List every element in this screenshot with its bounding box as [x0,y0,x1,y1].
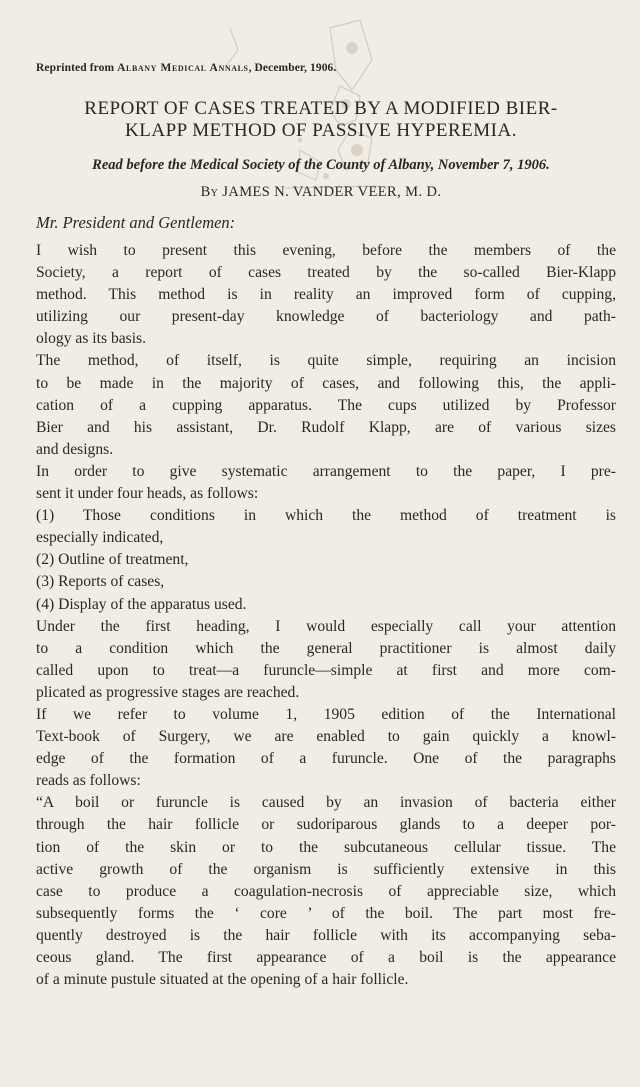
text-line: reads as follows: [36,772,141,790]
text-line: edge of the formation of a furuncle. One of the paragraphs [36,750,616,768]
text-line: especially indicated, [36,529,164,547]
salutation: Mr. President and Gentlemen: [36,213,236,232]
text-line: The method, of itself, is quite simple, requiring an incision [36,352,616,370]
text-line: quently destroyed is the hair follicle with its accompanying seba- [36,926,616,944]
reprint-source: Albany Medical Annals [117,62,249,74]
text-line: Text-book of Surgery, we are enabled to gain quickly a knowl- [36,728,616,746]
text-line: case to produce a coagulation-necrosis of appreciable size, which [36,882,616,900]
read-before-line: Read before the Medical Society of the County of Albany, November 7, 1906. [92,157,550,173]
reprint-prefix: Reprinted from [36,62,118,74]
text-line: ceous gland. The first appearance of a boil is the appearance [36,949,616,966]
text-line: active growth of the organism is sufficiently extensive in this [36,860,616,878]
text-line: Bier and his assistant, Dr. Rudolf Klapp, are of various sizes [36,418,616,436]
text-line: (1) Those conditions in which the method of treatment is [36,507,616,525]
reprint-notice [36,62,336,74]
text-line: tion of the skin or to the subcutaneous cellular tissue. The [36,838,616,856]
text-line: to be made in the majority of cases, and following this, the appli- [36,374,616,392]
text-line: to a condition which the general practitioner is almost daily [36,639,616,657]
text-line: In order to give systematic arrangement to the paper, I pre- [36,462,616,480]
text-line: I wish to present this evening, before the members of the [36,242,616,259]
reprint-suffix: , December, 1906. [248,62,337,74]
text-line: (2) Outline of treatment, [36,551,189,569]
text-line: (3) Reports of cases, [36,573,165,591]
text-line: method. This method is in reality an improved form of cupping, [36,286,616,304]
text-line: and designs. [36,440,114,458]
title-line-1: REPORT OF CASES TREATED BY A MODIFIED BIER- [84,98,558,119]
text-line: Society, a report of cases treated by the so-called Bier-Klapp [36,264,616,282]
text-line: of a minute pustule situated at the opening of a hair follicle. [36,971,409,989]
text-line: utilizing our present-day knowledge of bacteriology and path- [36,308,616,326]
text-line: called upon to treat—a furuncle—simple at first and more com- [36,661,616,679]
body-text [36,240,616,991]
text-line: through the hair follicle or sudoriparous glands to a deeper por- [36,816,616,834]
text-line: (4) Display of the apparatus used. [36,595,247,613]
text-line: cation of a cupping apparatus. The cups utilized by Professor [36,396,616,414]
text-line: plicated as progressive stages are reached. [36,683,300,701]
text-line: “A boil or furuncle is caused by an invasion of bacteria either [36,794,616,812]
text-line: If we refer to volume 1, 1905 edition of the International [36,705,616,723]
text-line: ology as its basis. [36,330,147,348]
by-word: By [200,184,219,200]
author-name: JAMES N. VANDER VEER, M. D. [218,184,442,200]
text-line: sent it under four heads, as follows: [36,485,259,503]
text-line: subsequently forms the ‘ core ’ of the boil. The part most fre- [36,904,616,922]
byline [36,184,606,201]
text-line: Under the first heading, I would especially call your attention [36,617,616,635]
title-line-2: KLAPP METHOD OF PASSIVE HYPEREMIA. [125,120,517,141]
